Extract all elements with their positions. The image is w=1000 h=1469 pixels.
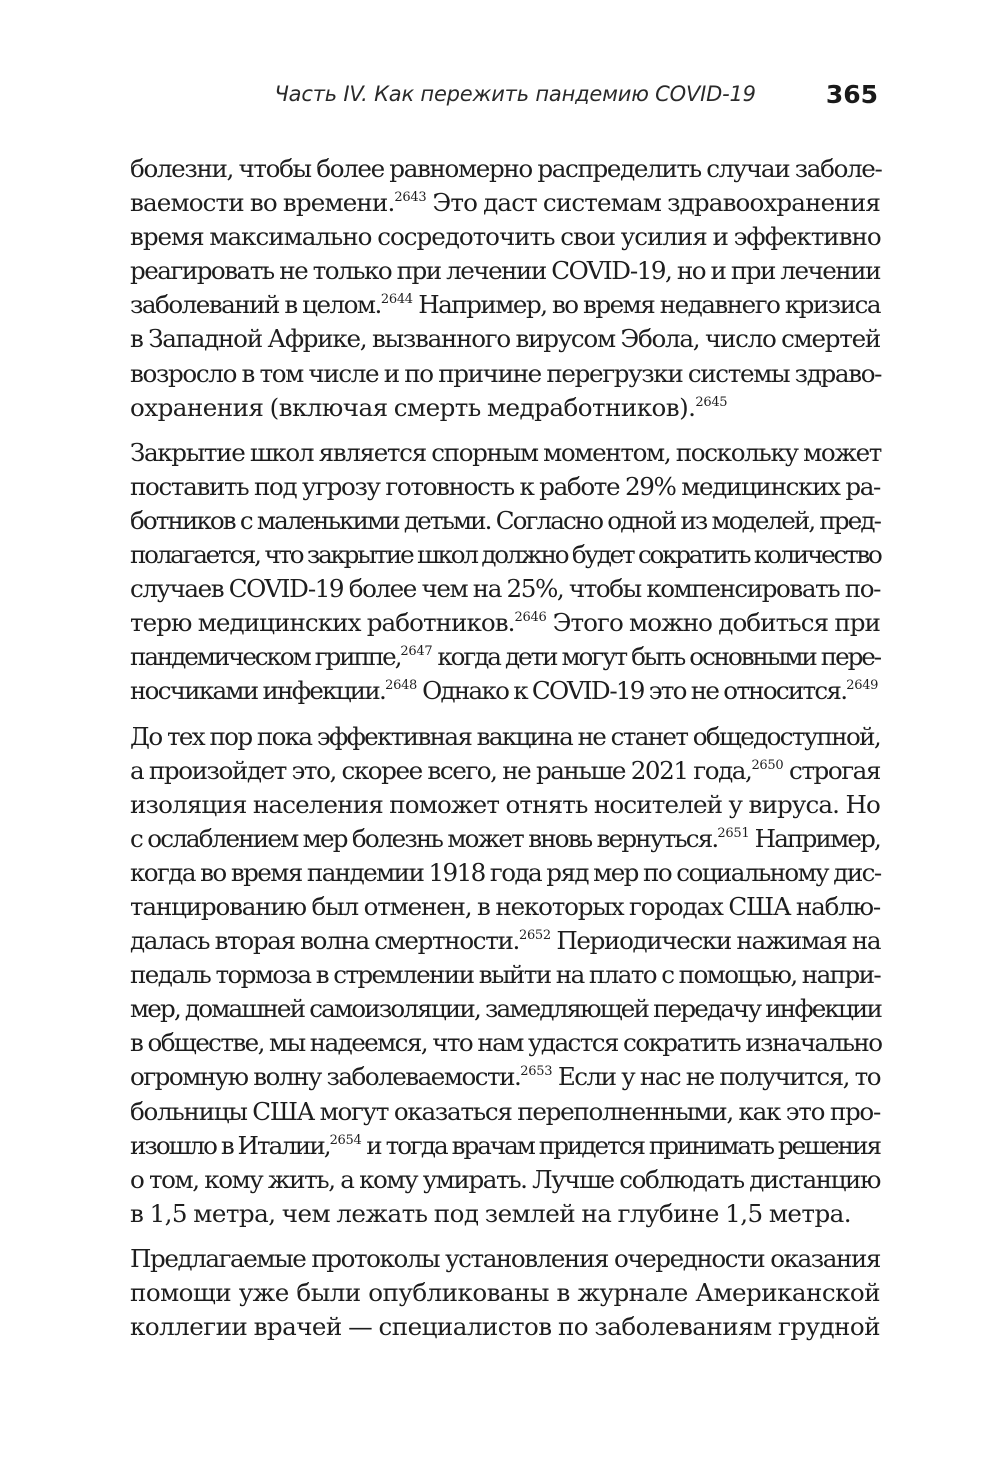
text-line <box>130 958 880 992</box>
text-line <box>130 606 880 640</box>
text-line <box>130 640 880 674</box>
text-line <box>130 1310 880 1344</box>
text-line <box>130 1095 880 1129</box>
footnote-ref[interactable]: 2644 <box>380 292 413 308</box>
text-run: До тех пор пока эффективная вакцина не станет общедоступной, <box>130 721 880 751</box>
paragraph <box>130 720 880 1231</box>
text-line <box>130 288 880 322</box>
text-run: в обществе, мы надеемся, что нам удастся сократить изначально <box>130 1028 882 1058</box>
paragraph <box>130 436 880 709</box>
text-run: коллегии врачей — специалистов по заболеваниям грудной <box>130 1312 880 1342</box>
text-run: в 1,5 метра, чем лежать под землей на глубине 1,5 метра. <box>130 1198 852 1228</box>
text-line <box>130 992 880 1026</box>
running-title: Часть IV. Как пережить пандемию COVID-19 <box>274 82 756 106</box>
text-line <box>130 220 880 254</box>
text-line <box>130 924 880 958</box>
text-run: танцированию был отменен, в некоторых городах США наблю- <box>130 891 880 921</box>
text-run: терю медицинских работников. <box>130 608 515 638</box>
text-run: в Западной Африке, вызванного вирусом Эбола, число смертей <box>130 324 880 354</box>
footnote-ref[interactable]: 2651 <box>717 825 750 841</box>
text-run: далась вторая волна смертности. <box>130 926 519 956</box>
text-line <box>130 572 880 606</box>
text-run: пандемическом гриппе, <box>130 642 401 672</box>
text-run: случаев COVID-19 более чем на 25%, чтобы компенсировать по- <box>130 574 880 604</box>
text-run: огромную волну заболеваемости. <box>130 1062 521 1092</box>
text-line <box>130 856 880 890</box>
page-header <box>130 74 878 114</box>
footnote-ref[interactable]: 2645 <box>695 394 728 410</box>
text-run: время максимально сосредоточить свои усилия и эффективно <box>130 222 881 252</box>
text-line <box>130 890 880 924</box>
footnote-ref[interactable]: 2652 <box>518 928 551 944</box>
text-run: охранения (включая смерть медработников). <box>130 392 696 422</box>
text-run: возросло в том числе и по причине перегрузки системы здраво- <box>130 358 882 388</box>
text-line <box>130 1026 880 1060</box>
text-run: помощи уже были опубликованы в журнале Американской <box>130 1278 880 1307</box>
text-run: мер, домашней самоизоляции, замедляющей передачу инфекции <box>130 994 882 1024</box>
text-line <box>130 436 880 470</box>
text-line <box>130 1242 880 1276</box>
text-run: Например, <box>749 823 881 853</box>
paragraph <box>130 1242 880 1344</box>
text-run: Этого можно добиться при <box>546 608 880 638</box>
text-run: Закрытие школ является спорным моментом, поскольку может <box>130 437 882 467</box>
text-run: педаль тормоза в стремлении выйти на плато с помощью, напри- <box>130 960 881 990</box>
text-line <box>130 391 880 425</box>
footnote-ref[interactable]: 2647 <box>400 644 433 660</box>
paragraph <box>130 152 880 425</box>
text-line <box>130 1129 880 1163</box>
text-line <box>130 504 880 538</box>
text-run: строгая <box>783 755 880 785</box>
text-run: Например, во время недавнего кризиса <box>412 290 880 320</box>
footnote-ref[interactable]: 2648 <box>385 678 418 694</box>
text-line <box>130 538 880 572</box>
text-line <box>130 470 880 504</box>
text-run: изошло в Италии, <box>130 1130 330 1160</box>
text-line <box>130 754 880 788</box>
text-line <box>130 720 880 754</box>
text-run: Однако к COVID-19 это не относится. <box>417 676 847 706</box>
text-line <box>130 1060 880 1094</box>
text-run: о том, кому жить, а кому умирать. Лучше соблюдать дистанцию <box>130 1164 880 1194</box>
text-line <box>130 254 880 288</box>
footnote-ref[interactable]: 2649 <box>846 678 879 694</box>
text-line <box>130 1276 880 1310</box>
text-line <box>130 822 880 856</box>
page-number: 365 <box>825 79 878 109</box>
text-run: заболеваний в целом. <box>130 290 381 320</box>
text-run: с ослаблением мер болезнь может вновь вернуться. <box>130 823 718 853</box>
text-run: изоляция населения поможет отнять носителей у вируса. Но <box>130 789 880 819</box>
footnote-ref[interactable]: 2650 <box>751 757 784 773</box>
footnote-ref[interactable]: 2643 <box>394 190 427 206</box>
body-text <box>130 152 880 1355</box>
text-run: ботников с маленькими детьми. Согласно одной из моделей, пред- <box>130 505 880 535</box>
footnote-ref[interactable]: 2654 <box>329 1132 362 1148</box>
text-run: реагировать не только при лечении COVID-19, но и при лечении <box>130 256 880 286</box>
text-line <box>130 322 880 356</box>
text-line <box>130 1197 880 1231</box>
text-run: а произойдет это, скорее всего, не раньше 2021 года, <box>130 755 752 785</box>
text-line <box>130 1163 880 1197</box>
text-run: Предлагаемые протоколы установления очередности оказания <box>130 1243 880 1273</box>
text-line <box>130 186 880 220</box>
text-run: когда дети могут быть основными пере- <box>432 642 880 672</box>
text-run: и тогда врачам придется принимать решения <box>361 1130 880 1160</box>
text-run: носчиками инфекции. <box>130 676 386 706</box>
footnote-ref[interactable]: 2653 <box>520 1064 553 1080</box>
text-line <box>130 674 880 708</box>
footnote-ref[interactable]: 2646 <box>514 610 547 626</box>
text-run: больницы США могут оказаться переполненными, как это про- <box>130 1096 880 1126</box>
text-run: поставить под угрозу готовность к работе 29% медицинских ра- <box>130 471 880 501</box>
text-run: когда во время пандемии 1918 года ряд мер по социальному дис- <box>130 857 881 887</box>
text-line <box>130 152 880 186</box>
text-run: полагается, что закрытие школ должно будет сократить количество <box>130 540 881 570</box>
text-line <box>130 357 880 391</box>
text-line <box>130 788 880 822</box>
text-run: ваемости во времени. <box>130 188 395 218</box>
text-run: болезни, чтобы более равномерно распределить случаи заболе- <box>130 154 882 183</box>
text-run: Если у нас не получится, то <box>552 1062 881 1092</box>
text-run: Это даст системам здравоохранения <box>426 188 880 218</box>
text-run: Периодически нажимая на <box>550 926 881 956</box>
